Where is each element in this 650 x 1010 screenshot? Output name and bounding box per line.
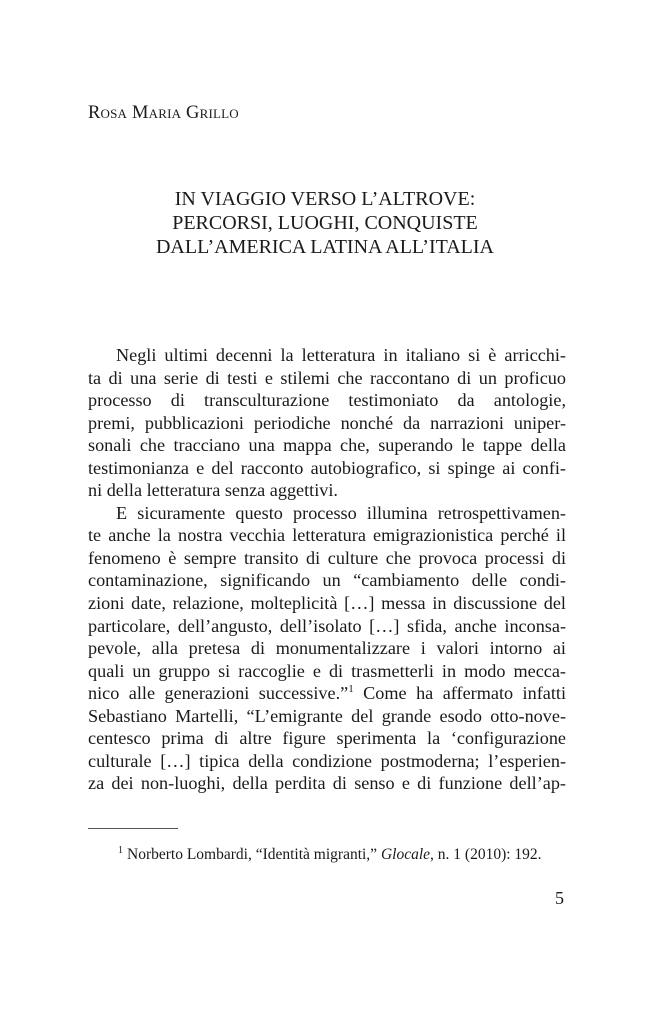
body-line: ta di una serie di testi e stilemi che raccontano di un proficuo: [88, 367, 566, 388]
body-line: fenomeno è sempre transito di culture che provoca processi di: [88, 547, 566, 568]
running-author: Rosa Maria Grillo: [88, 103, 239, 123]
body-text: [88, 344, 566, 795]
body-line: pevole, alla pretesa di monumentalizzare i valori intorno ai: [88, 638, 566, 659]
body-line: ni della letteratura senza aggettivi.: [88, 480, 338, 501]
body-line: centesco prima di altre figure sperimenta la ‘configurazione: [88, 728, 566, 749]
body-line: particolare, dell’angusto, dell’isolato […] sfida, anche inconsa-: [88, 615, 566, 636]
title-line: DALL’AMERICA LATINA ALL’ITALIA: [155, 236, 494, 258]
body-line: Sebastiano Martelli, “L’emigrante del grande esodo otto-nove-: [88, 705, 566, 726]
body-line: contaminazione, significando un “cambiamento delle condi-: [88, 570, 566, 591]
body-line-text: nico alle generazioni successive.”: [88, 683, 349, 704]
footnote-journal: Glocale: [380, 846, 431, 863]
body-line-text: Come ha affermato infatti: [353, 683, 566, 704]
body-line: testimonianza e del racconto autobiografico, si spinge ai confi-: [88, 457, 566, 478]
body-line: premi, pubblicazioni periodiche nonché da narrazioni uniper-: [88, 412, 566, 433]
footnote-divider: [88, 828, 178, 829]
chapter-title: [0, 187, 650, 259]
body-line: E sicuramente questo processo illumina retrospettivamen-: [116, 502, 566, 523]
footnote-ref[interactable]: 1: [348, 683, 354, 696]
title-line: PERCORSI, LUOGHI, CONQUISTE: [172, 212, 478, 234]
footnote-text: Norberto Lombardi, “Identità migranti,”: [127, 846, 381, 863]
body-line: te anche la nostra vecchia letteratura emigrazionistica perché il: [88, 525, 566, 546]
body-line: za dei non-luoghi, della perdita di senso e di funzione dell’ap-: [88, 773, 566, 794]
body-line: sonali che tracciano una mappa che, superando le tappe della: [88, 435, 566, 456]
footnote-text: , n. 1 (2010): 192.: [430, 846, 542, 863]
footnote: [118, 846, 542, 864]
title-line: IN VIAGGIO VERSO L’ALTROVE:: [174, 188, 476, 210]
body-line: processo di transculturazione testimoniato da antologie,: [88, 390, 566, 411]
body-line: Negli ultimi decenni la letteratura in italiano si è arricchi-: [116, 345, 566, 365]
footnote-mark: 1: [118, 844, 123, 856]
page-number: 5: [555, 888, 564, 908]
body-line: zioni date, relazione, molteplicità […] messa in discussione del: [88, 593, 566, 614]
body-line: culturale […] tipica della condizione postmoderna; l’esperien-: [88, 750, 566, 771]
body-line: [88, 682, 566, 705]
body-line: quali un gruppo si raccoglie e di trasmetterli in modo mecca-: [88, 660, 566, 681]
